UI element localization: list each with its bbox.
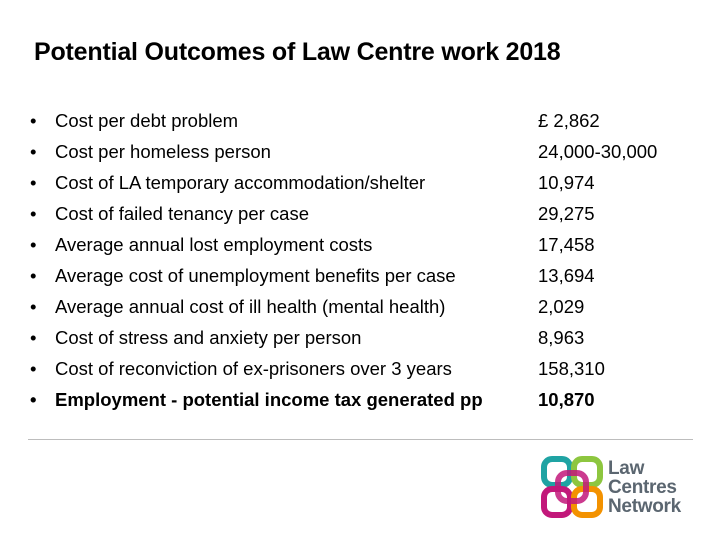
- item-value: 2,029: [538, 296, 585, 317]
- item-label: Cost of reconviction of ex-prisoners over 3 years: [55, 358, 452, 379]
- interlinked-rings-icon: [540, 455, 604, 519]
- list-item: [30, 322, 690, 353]
- item-label: Average annual cost of ill health (mental health): [55, 296, 446, 317]
- list-item: [30, 353, 690, 384]
- item-label: Cost of failed tenancy per case: [55, 203, 310, 224]
- list-item: [30, 105, 690, 136]
- bullet: •: [30, 141, 37, 162]
- divider: [28, 439, 693, 440]
- bullet: •: [30, 203, 37, 224]
- item-value: £ 2,862: [538, 110, 600, 131]
- list-item-highlighted: [30, 384, 690, 415]
- bullet: •: [30, 110, 37, 131]
- bullet: •: [30, 234, 37, 255]
- list-item: [30, 229, 690, 260]
- list-item: [30, 198, 690, 229]
- item-label: Average cost of unemployment benefits per case: [55, 265, 456, 286]
- item-value: 158,310: [538, 358, 605, 379]
- list-item: [30, 167, 690, 198]
- bullet: •: [30, 327, 37, 348]
- outcomes-list: [30, 105, 690, 415]
- bullet: •: [30, 265, 37, 286]
- bullet: •: [30, 172, 37, 193]
- item-label: Employment - potential income tax generated pp: [55, 389, 483, 410]
- bullet: •: [30, 389, 37, 410]
- item-value: 24,000-30,000: [538, 141, 658, 162]
- item-label: Average annual lost employment costs: [55, 234, 373, 255]
- list-item: [30, 260, 690, 291]
- item-value: 13,694: [538, 265, 595, 286]
- logo-line-2: Centres: [608, 477, 677, 498]
- item-value: 10,974: [538, 172, 595, 193]
- item-label: Cost of LA temporary accommodation/shelter: [55, 172, 426, 193]
- law-centres-network-logo: [540, 455, 700, 525]
- item-value: 17,458: [538, 234, 595, 255]
- slide-title: Potential Outcomes of Law Centre work 2018: [34, 38, 561, 66]
- logo-wordmark: [608, 459, 681, 516]
- item-value: 8,963: [538, 327, 585, 348]
- item-label: Cost per homeless person: [55, 141, 271, 162]
- bullet: •: [30, 358, 37, 379]
- list-item: [30, 291, 690, 322]
- bullet: •: [30, 296, 37, 317]
- item-label: Cost per debt problem: [55, 110, 239, 131]
- logo-line-3: Network: [608, 496, 681, 517]
- logo-line-1: Law: [608, 458, 645, 479]
- list-item: [30, 136, 690, 167]
- item-value: 10,870: [538, 389, 595, 410]
- item-value: 29,275: [538, 203, 595, 224]
- item-label: Cost of stress and anxiety per person: [55, 327, 362, 348]
